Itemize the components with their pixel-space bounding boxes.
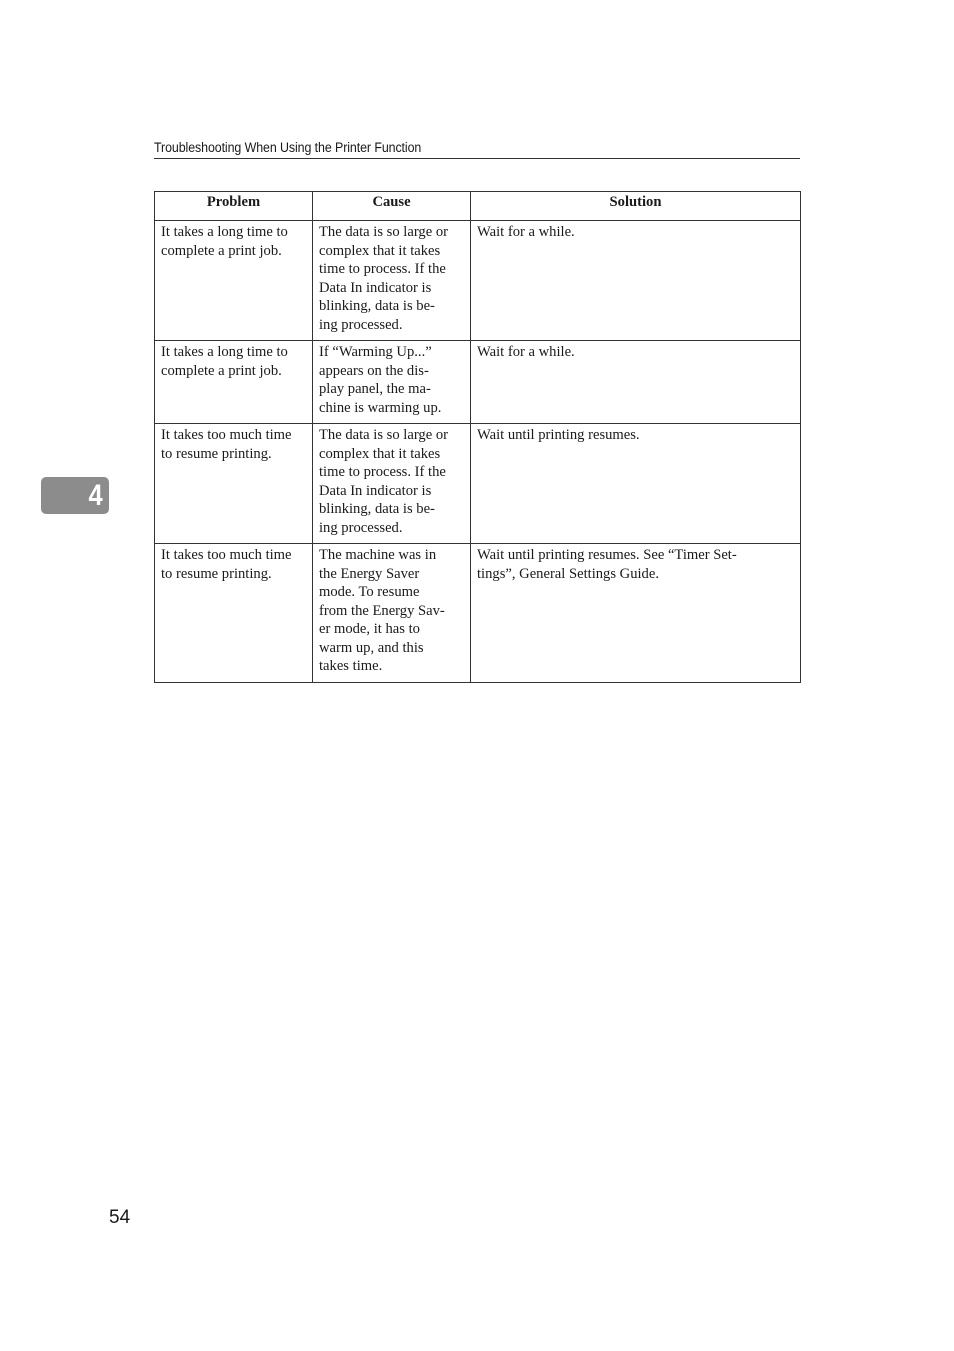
table-row bbox=[155, 544, 801, 683]
cause-cell bbox=[313, 544, 471, 683]
solution-cell bbox=[471, 544, 801, 683]
solution-text: Wait for a while. bbox=[477, 344, 575, 360]
table-row bbox=[155, 221, 801, 341]
problem-cell bbox=[155, 544, 313, 683]
page-number: 54 bbox=[109, 1207, 131, 1228]
table-header-row bbox=[155, 192, 801, 221]
cause-text: The machine was in the Energy Saver mode. To resume from the Energy Sav- er mode, it has to warm up, and this takes time. bbox=[319, 547, 445, 674]
cause-cell bbox=[313, 424, 471, 544]
problem-cell bbox=[155, 341, 313, 424]
cause-text: The data is so large or complex that it takes time to process. If the Data In indicator is blinking, data is be- ing processed. bbox=[319, 224, 449, 333]
cause-text: If “Warming Up...” appears on the dis- play panel, the ma- chine is warming up. bbox=[319, 344, 442, 416]
column-header-solution: Solution bbox=[471, 192, 801, 221]
problem-text: It takes a long time to complete a print job. bbox=[161, 224, 288, 259]
solution-text: Wait until printing resumes. See “Timer Set- tings”, General Settings Guide. bbox=[477, 547, 737, 582]
solution-text: Wait until printing resumes. bbox=[477, 427, 640, 443]
problem-cell bbox=[155, 221, 313, 341]
troubleshooting-table bbox=[154, 191, 801, 683]
table-row bbox=[155, 424, 801, 544]
column-header-cause: Cause bbox=[313, 192, 471, 221]
solution-cell bbox=[471, 221, 801, 341]
chapter-number: 4 bbox=[88, 479, 103, 512]
problem-text: It takes too much time to resume printing. bbox=[161, 427, 292, 462]
cause-cell bbox=[313, 341, 471, 424]
problem-cell bbox=[155, 424, 313, 544]
running-header-title: Troubleshooting When Using the Printer Function bbox=[154, 140, 422, 155]
column-header-problem: Problem bbox=[155, 192, 313, 221]
table-row bbox=[155, 341, 801, 424]
cause-text: The data is so large or complex that it takes time to process. If the Data In indicator is blinking, data is be- ing processed. bbox=[319, 427, 449, 536]
solution-cell bbox=[471, 424, 801, 544]
solution-cell bbox=[471, 341, 801, 424]
chapter-tab bbox=[41, 477, 109, 514]
solution-text: Wait for a while. bbox=[477, 224, 575, 240]
running-header bbox=[154, 138, 800, 159]
problem-text: It takes too much time to resume printing. bbox=[161, 547, 292, 582]
cause-cell bbox=[313, 221, 471, 341]
problem-text: It takes a long time to complete a print job. bbox=[161, 344, 288, 379]
